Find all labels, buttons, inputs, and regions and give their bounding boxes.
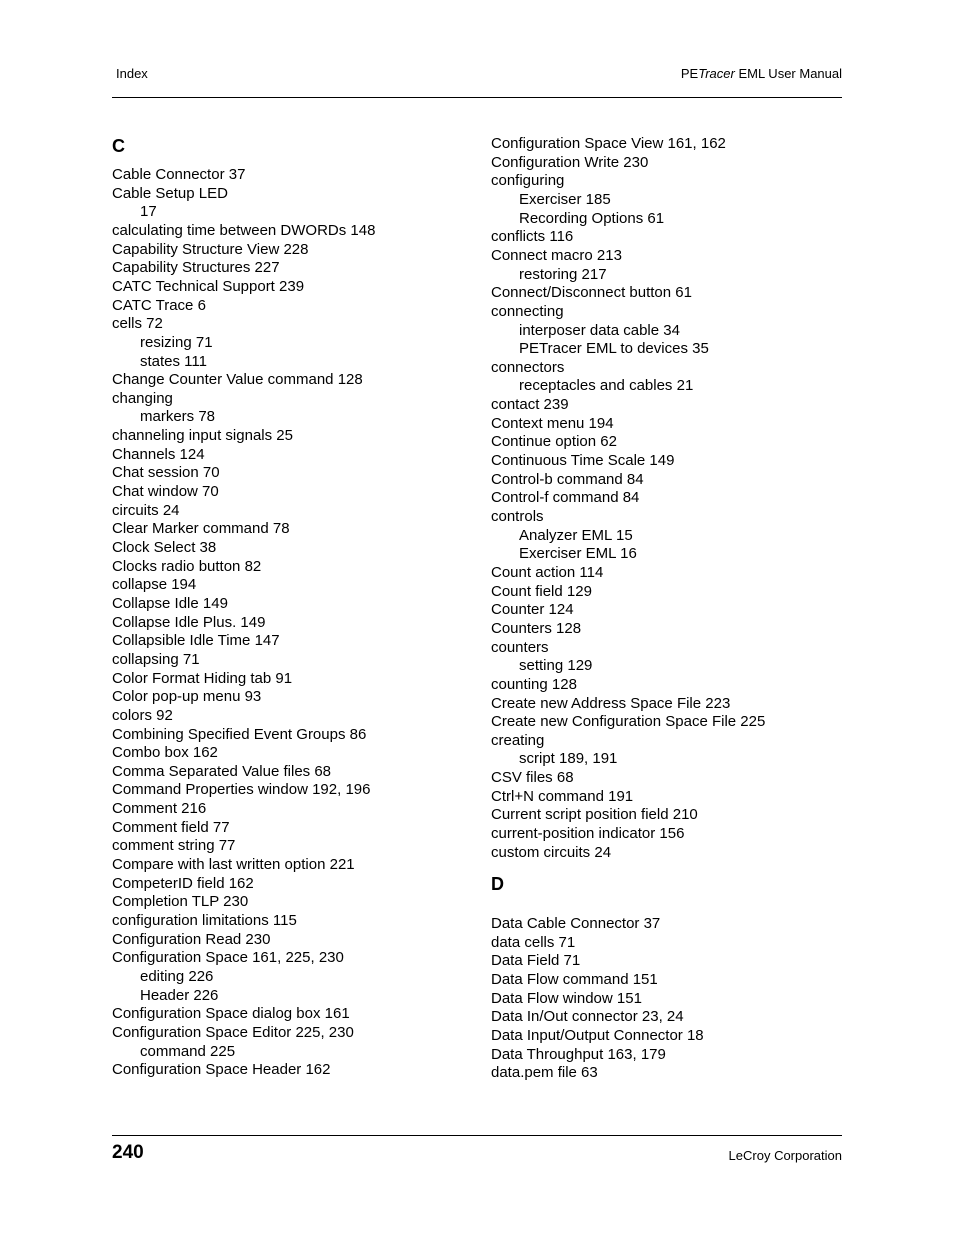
index-entry: Configuration Read 230 [112, 930, 271, 948]
index-entry: Counters 128 [491, 619, 582, 637]
index-entry: Configuration Space View 161, 162 [491, 135, 726, 152]
index-entry: Command Properties window 192, 196 [112, 781, 371, 799]
index-subentry: states 111 [140, 352, 207, 370]
index-entry: Combo box 162 [112, 744, 218, 762]
index-entry: Compare with last written option 221 [112, 856, 355, 874]
index-subentry: PETracer EML to devices 35 [519, 340, 709, 358]
index-entry: Clocks radio button 82 [112, 557, 262, 575]
index-entry: Data Flow command 151 [491, 970, 658, 988]
index-entry: CATC Trace 6 [112, 296, 206, 314]
index-entry: Comment field 77 [112, 818, 230, 836]
header-right-prefix: PE [680, 66, 699, 81]
index-entry: Change Counter Value command 128 [112, 371, 363, 389]
header-left: Index [116, 66, 148, 81]
top-rule [112, 97, 842, 98]
index-entry: Connect macro 213 [491, 246, 622, 264]
index-entry: Data Field 71 [491, 952, 581, 970]
index-entry: changing [112, 389, 173, 407]
index-entry: Comment 216 [112, 800, 207, 818]
index-entry: connecting [491, 302, 564, 320]
index-subentry: resizing 71 [140, 333, 213, 351]
index-subentry: Analyzer EML 15 [519, 526, 633, 544]
index-subentry: markers 78 [140, 408, 216, 426]
index-entry: Configuration Space Header 162 [112, 1061, 331, 1079]
index-entry: conflicts 116 [491, 228, 574, 246]
index-entry: counting 128 [491, 675, 577, 693]
index-entry: Data Cable Connector 37 [491, 915, 661, 932]
index-entry: Counter 124 [491, 601, 574, 619]
header-right-italic: Tracer [698, 66, 735, 81]
index-entry: custom circuits 24 [491, 843, 612, 861]
index-entry: collapsing 71 [112, 650, 200, 668]
bottom-rule [112, 1135, 842, 1136]
index-entry: Configuration Write 230 [491, 153, 649, 171]
index-entry: Color pop-up menu 93 [112, 688, 262, 706]
index-entry: Configuration Space 161, 225, 230 [112, 949, 344, 967]
index-entry: Completion TLP 230 [112, 893, 249, 911]
index-entry: Continue option 62 [491, 433, 617, 451]
index-entry: Chat window 70 [112, 483, 219, 501]
index-entry: comment string 77 [112, 837, 236, 855]
footer-company: LeCroy Corporation [728, 1148, 842, 1163]
index-entry: Clock Select 38 [112, 539, 217, 556]
index-entry: Color Format Hiding tab 91 [112, 669, 293, 687]
index-entry: Chat session 70 [112, 464, 220, 482]
index-entry: Combining Specified Event Groups 86 [112, 725, 367, 743]
index-entry: Cable Setup LED [112, 184, 228, 202]
index-entry: controls [491, 508, 544, 525]
index-entry: CompeterID field 162 [112, 874, 254, 892]
index-entry: CSV files 68 [491, 769, 574, 787]
index-subentry: receptacles and cables 21 [519, 377, 694, 395]
index-entry: Data In/Out connector 23, 24 [491, 1008, 684, 1026]
index-entry: Control-b command 84 [491, 470, 644, 488]
index-subentry: Header 226 [140, 986, 219, 1004]
index-entry: creating [491, 731, 545, 749]
index-entry: Data Flow window 151 [491, 989, 642, 1007]
index-entry: configuring [491, 172, 565, 190]
index-entry: Collapsible Idle Time 147 [112, 632, 280, 650]
index-subentry: Exerciser EML 16 [519, 545, 637, 563]
index-entry: Create new Address Space File 223 [491, 694, 731, 712]
index-entry: CATC Technical Support 239 [112, 277, 305, 295]
index-entry: Collapse Idle Plus. 149 [112, 613, 266, 631]
index-entry: Data Input/Output Connector 18 [491, 1026, 704, 1044]
index-entry: contact 239 [491, 396, 569, 414]
index-entry: data cells 71 [491, 933, 576, 951]
page-number: 240 [112, 1142, 144, 1163]
index-entry: cells 72 [112, 315, 163, 333]
index-entry: Control-f command 84 [491, 489, 640, 507]
index-entry: connectors [491, 358, 565, 376]
section-letter-c: C [112, 136, 125, 156]
index-entry: Continuous Time Scale 149 [491, 452, 675, 470]
index-entry: Data Throughput 163, 179 [491, 1045, 666, 1063]
index-subentry: script 189, 191 [519, 750, 618, 768]
header-right [681, 66, 842, 81]
index-entry: Configuration Space Editor 225, 230 [112, 1023, 354, 1041]
index-subentry: Recording Options 61 [519, 209, 665, 227]
index-entry: Cable Connector 37 [112, 166, 246, 183]
index-entry: counters [491, 638, 549, 656]
index-entry: collapse 194 [112, 576, 197, 594]
index-entry: Context menu 194 [491, 414, 614, 432]
index-entry: Channels 124 [112, 445, 205, 463]
index-entry: Clear Marker command 78 [112, 520, 290, 538]
index-entry: data.pem file 63 [491, 1064, 598, 1082]
index-entry: colors 92 [112, 706, 173, 724]
index-entry: circuits 24 [112, 501, 180, 519]
header-right-suffix: EML User Manual [734, 66, 842, 81]
index-subentry: setting 129 [519, 657, 593, 675]
index-entry: Configuration Space dialog box 161 [112, 1005, 350, 1023]
index-subentry: editing 226 [140, 967, 214, 985]
index-entry: Current script position field 210 [491, 806, 698, 824]
index-entry: Collapse Idle 149 [112, 594, 228, 612]
index-entry: Capability Structures 227 [112, 259, 280, 277]
index-entry: configuration limitations 115 [112, 912, 297, 929]
index-entry: Create new Configuration Space File 225 [491, 713, 766, 731]
index-entry: current-position indicator 156 [491, 825, 685, 843]
index-entry: channeling input signals 25 [112, 427, 293, 445]
index-subentry: restoring 217 [519, 265, 607, 283]
section-letter-d: D [491, 874, 504, 895]
index-subentry: Exerciser 185 [519, 190, 611, 208]
index-subentry: 17 [140, 203, 157, 221]
index-subentry: interposer data cable 34 [519, 321, 680, 339]
index-entry: Connect/Disconnect button 61 [491, 284, 692, 302]
index-entry: calculating time between DWORDs 148 [112, 221, 376, 239]
index-entry: Capability Structure View 228 [112, 240, 309, 258]
index-entry: Count field 129 [491, 582, 592, 600]
index-subentry: command 225 [140, 1042, 236, 1060]
index-entry: Count action 114 [491, 563, 604, 581]
index-entry: Comma Separated Value files 68 [112, 762, 332, 780]
index-entry: Ctrl+N command 191 [491, 787, 634, 805]
